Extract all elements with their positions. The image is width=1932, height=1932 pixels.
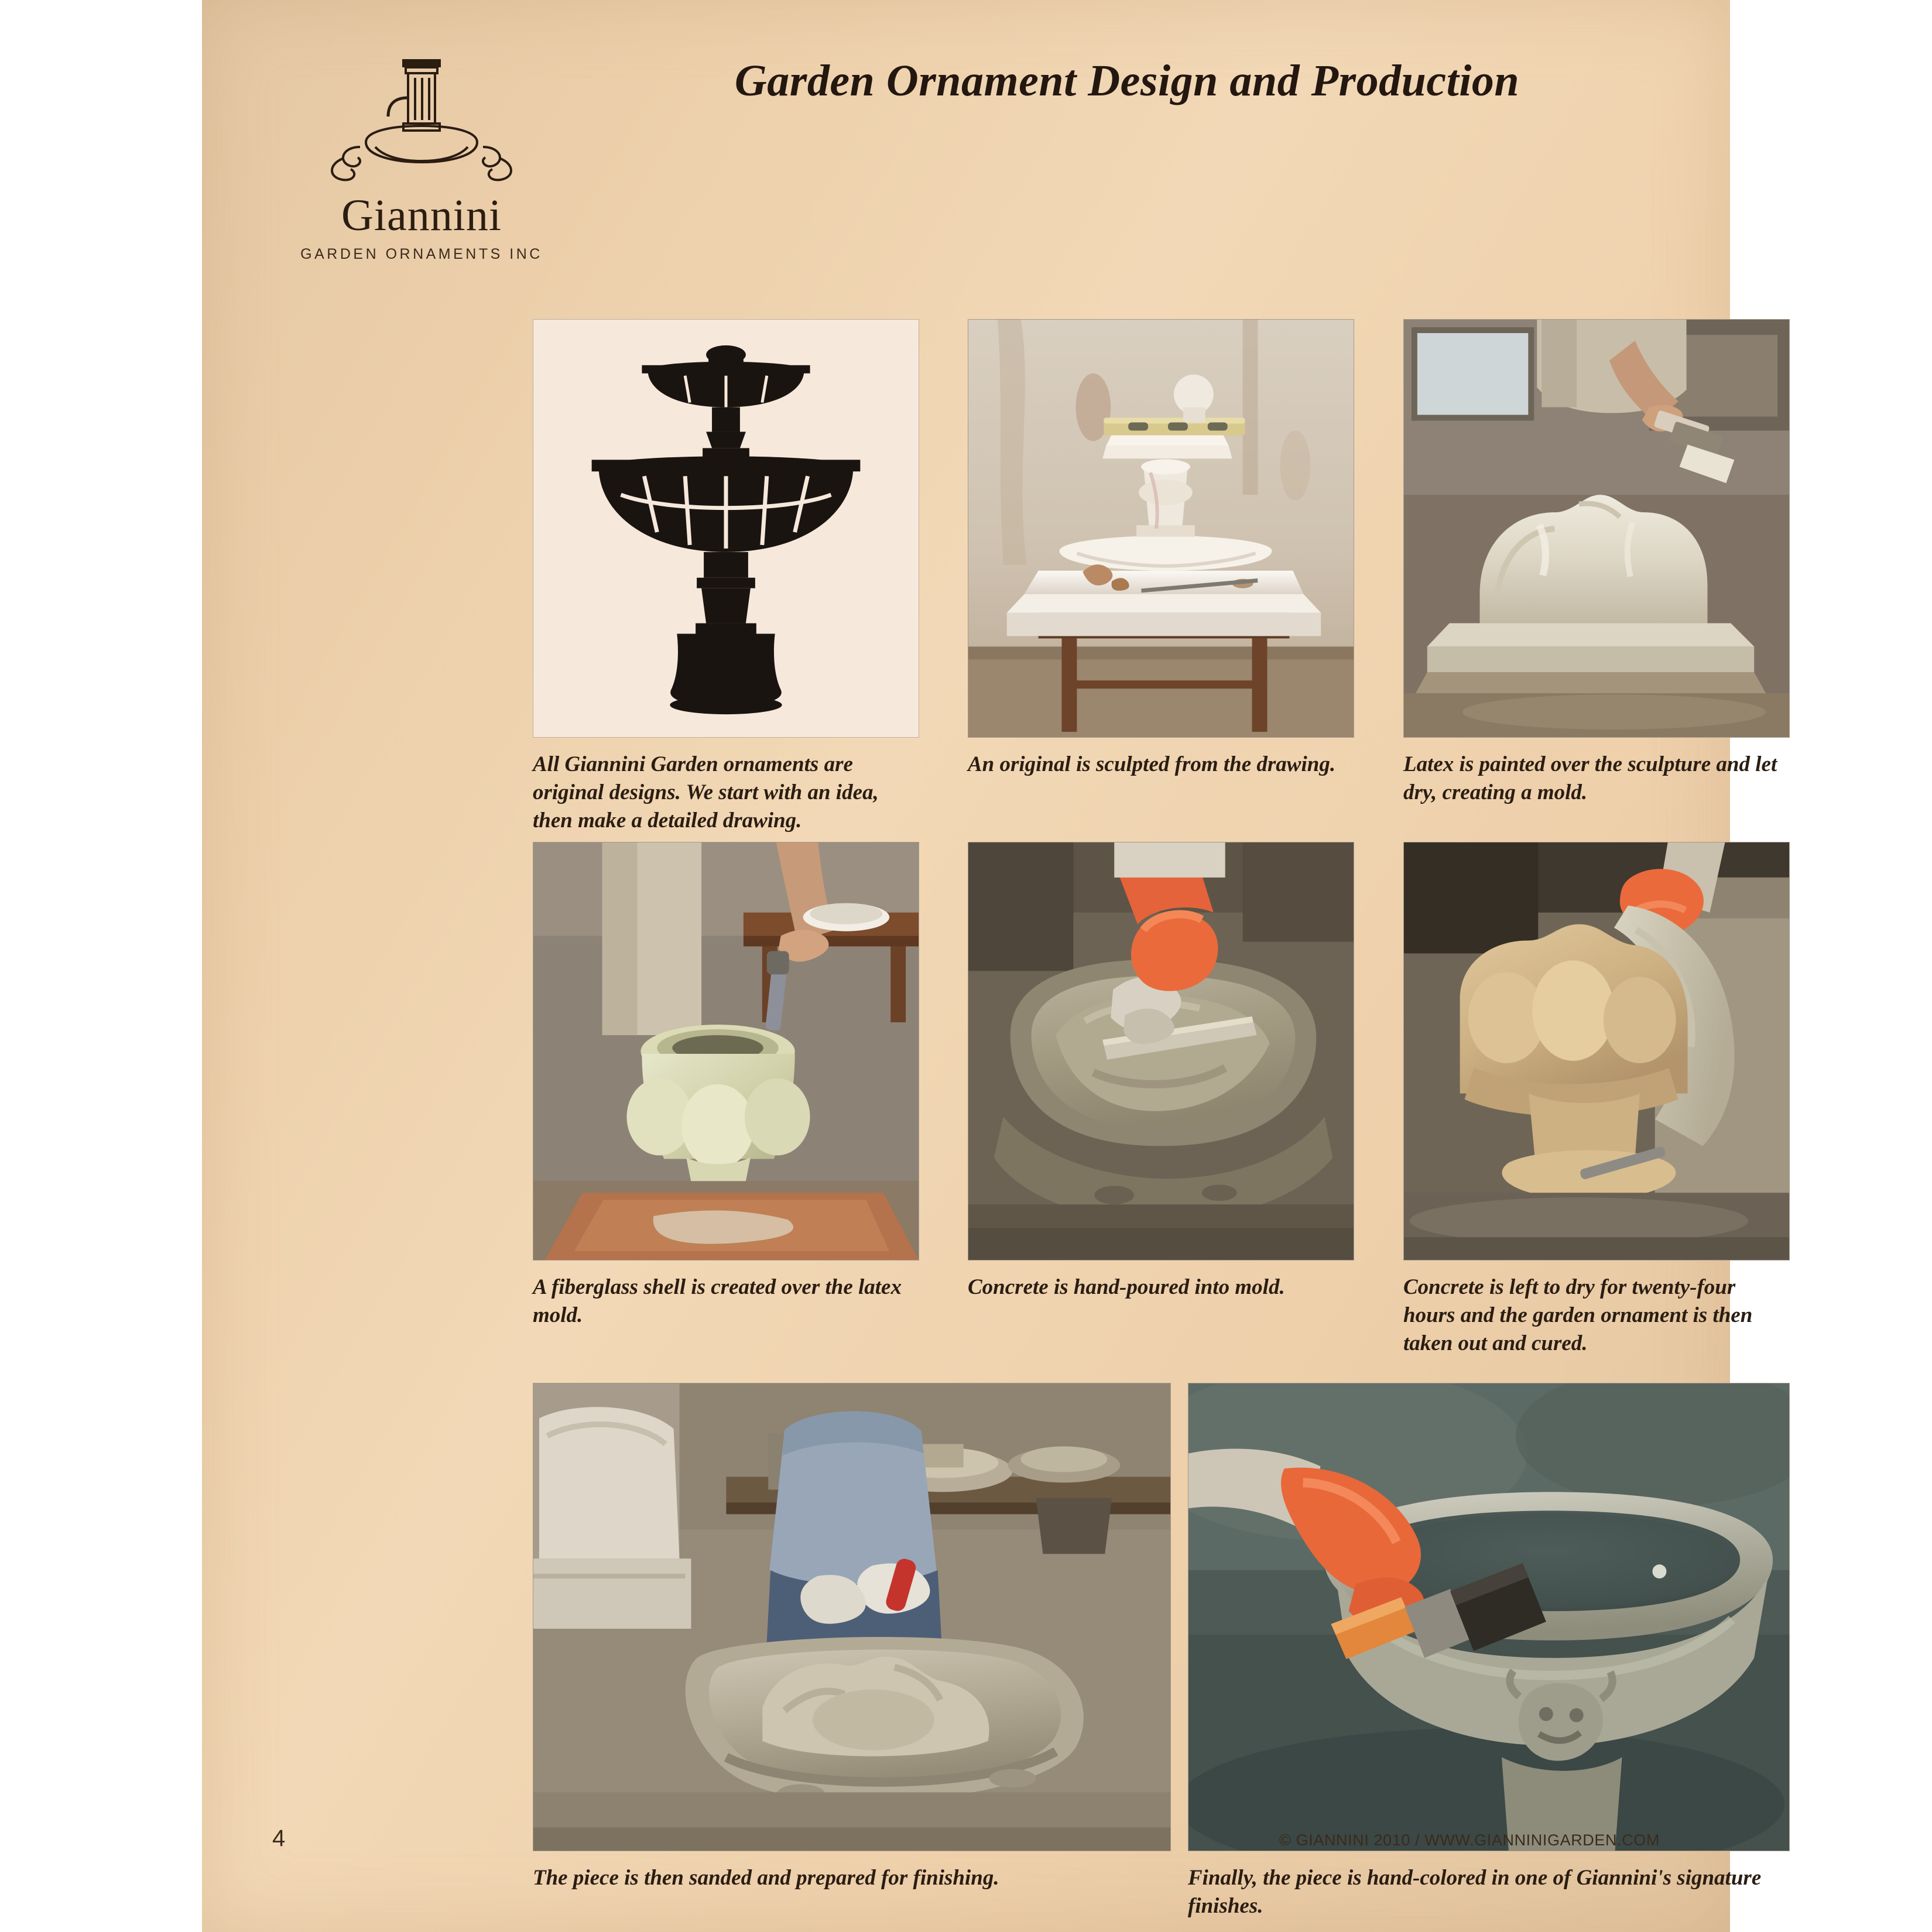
- step-drawing-caption: All Giannini Garden ornaments are original designs. We start with an idea, then make a detailed drawing.: [533, 752, 879, 833]
- step-pour-image: [968, 842, 1354, 1260]
- step-sand-caption: The piece is then sanded and prepared for finishing.: [533, 1866, 999, 1890]
- step-drawing: [533, 319, 919, 835]
- logo-wordmark: Giannini: [341, 191, 502, 240]
- logo-tagline: GARDEN ORNAMENTS INC: [300, 246, 543, 262]
- step-color-caption: Finally, the piece is hand-colored in one of Giannini's signature finishes.: [1188, 1866, 1762, 1919]
- page-title: Garden Ornament Design and Production: [734, 56, 1520, 105]
- step-sand-image: [533, 1383, 1171, 1851]
- step-sculpt-caption: An original is sculpted from the drawing.: [968, 752, 1336, 776]
- step-latex-caption: Latex is painted over the sculpture and let dry, creating a mold.: [1403, 752, 1777, 805]
- page-number: 4: [272, 1825, 286, 1851]
- step-cure-image: [1403, 842, 1790, 1260]
- step-latex: [1403, 319, 1790, 807]
- step-cure-caption: Concrete is left to dry for twenty-four hours and the garden ornament is then taken out and cured.: [1403, 1275, 1753, 1356]
- step-pour-caption: Concrete is hand-poured into mold.: [968, 1275, 1285, 1299]
- step-fiberglass-image: [533, 842, 919, 1260]
- step-color-image: [1188, 1383, 1790, 1851]
- step-fiberglass: [533, 842, 919, 1330]
- step-drawing-image: [533, 319, 919, 738]
- step-fiberglass-caption: A fiberglass shell is created over the latex mold.: [533, 1275, 902, 1328]
- step-sand: [533, 1383, 1171, 1892]
- step-cure: [1403, 842, 1790, 1358]
- step-pour: [968, 842, 1354, 1301]
- catalog-page: [202, 0, 1777, 1932]
- copyright-notice: © GIANNINI 2010 / WWW.GIANNINIGARDEN.COM: [1279, 1831, 1660, 1849]
- step-latex-image: [1403, 319, 1790, 738]
- process-steps-grid: [202, 0, 1777, 1932]
- step-sculpt: [968, 319, 1354, 779]
- step-sculpt-image: [968, 319, 1354, 738]
